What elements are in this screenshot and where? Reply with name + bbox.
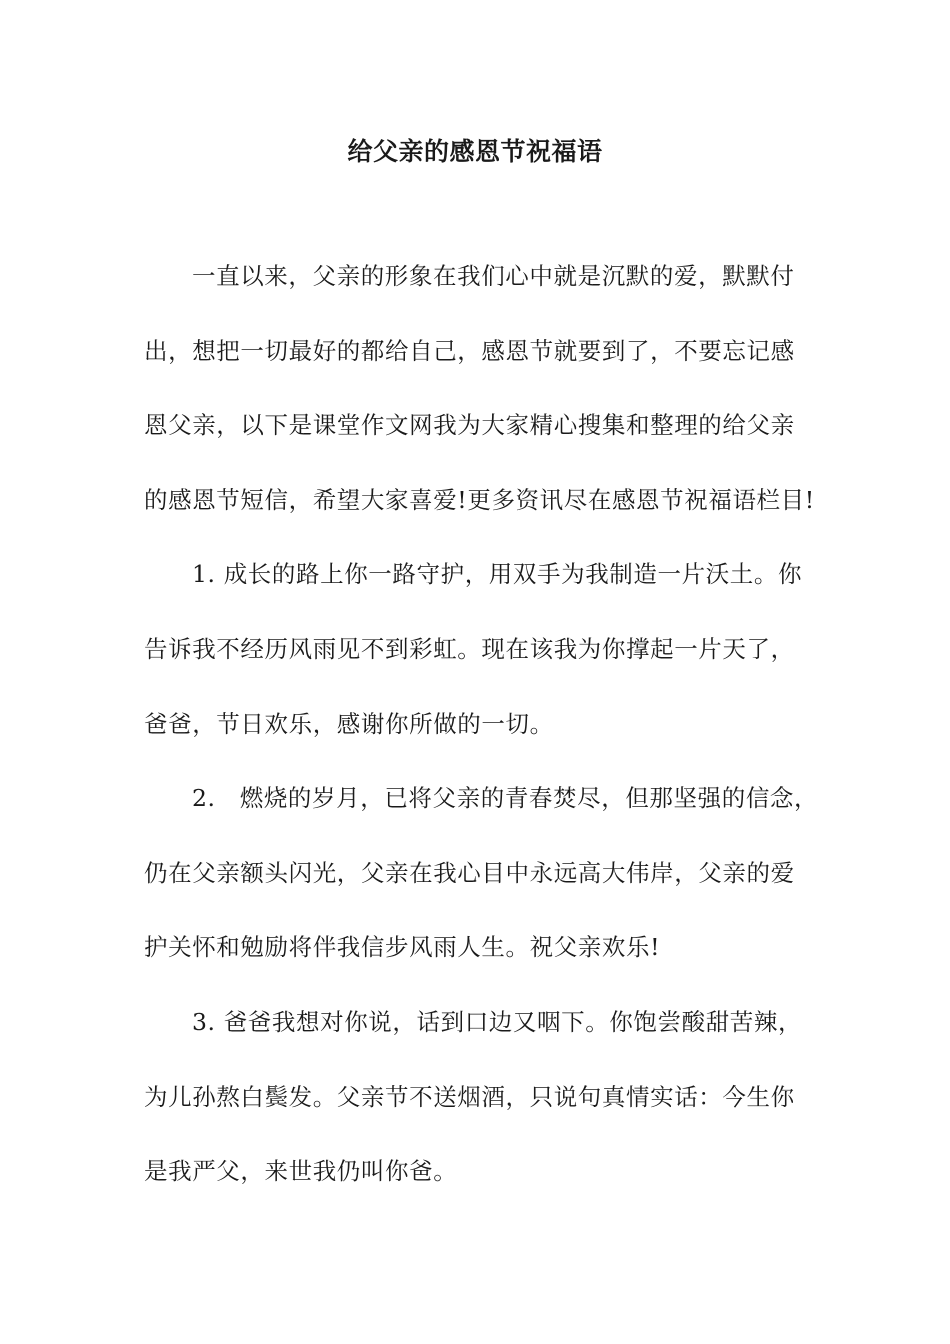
- paragraph-line: 爸爸，节日欢乐，感谢你所做的一切。: [144, 709, 554, 738]
- paragraph-line: 出，想把一切最好的都给自己，感恩节就要到了，不要忘记感: [144, 336, 795, 365]
- paragraph-line: 1. 成长的路上你一路守护，用双手为我制造一片沃土。你: [192, 560, 803, 589]
- paragraph-line: 一直以来，父亲的形象在我们心中就是沉默的爱，默默付: [192, 262, 795, 290]
- paragraph-line: 仍在父亲额头闪光，父亲在我心目中永远高大伟岸，父亲的爱: [144, 858, 795, 887]
- paragraph-line: 护关怀和勉励将伴我信步风雨人生。祝父亲欢乐!: [144, 933, 661, 962]
- document-body: [144, 253, 819, 1223]
- document-title: 给父亲的感恩节祝福语: [347, 137, 603, 166]
- paragraph-line: 2. 燃烧的岁月，已将父亲的青春焚尽，但那坚强的信念，: [192, 784, 819, 813]
- paragraph-line: 告诉我不经历风雨见不到彩虹。现在该我为你撑起一片天了，: [144, 634, 795, 663]
- paragraph-line: 恩父亲，以下是课堂作文网我为大家精心搜集和整理的给父亲: [144, 411, 795, 440]
- paragraph-line: 的感恩节短信，希望大家喜爱!更多资讯尽在感恩节祝福语栏目!: [144, 485, 815, 514]
- paragraph-line: 是我严父，来世我仍叫你爸。: [144, 1157, 458, 1186]
- paragraph-line: 3. 爸爸我想对你说，话到口边又咽下。你饱尝酸甜苦辣，: [192, 1007, 803, 1036]
- paragraph-line: 为儿孙熬白鬓发。父亲节不送烟酒，只说句真情实话：今生你: [144, 1082, 795, 1111]
